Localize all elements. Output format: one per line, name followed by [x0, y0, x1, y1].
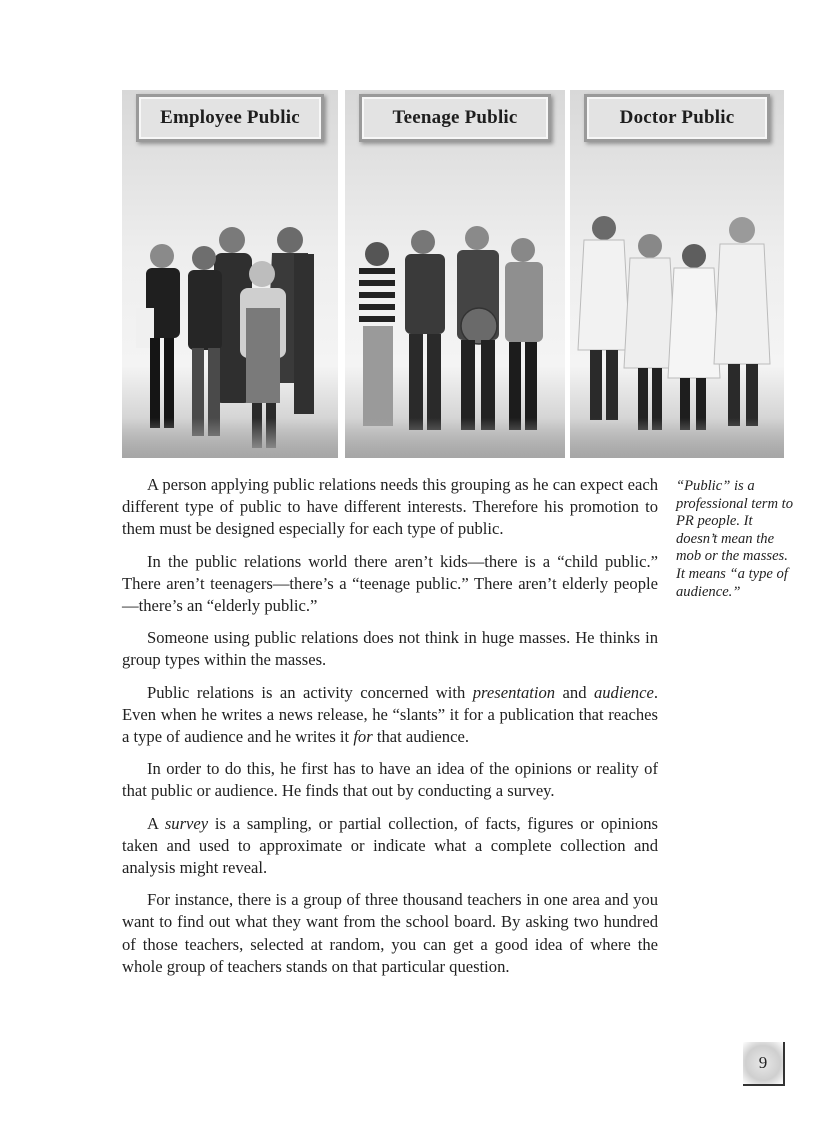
paragraph-teachers-example: For instance, there is a group of three thousand teachers in one area and you want to find out what they want from the school board. By asking two hundred of those teachers, selected at random, you can get a good idea of where the whole group of teachers stands on that particular question.: [122, 890, 658, 976]
paragraph-survey-intro: In order to do this, he first has to have an idea of the opinions or reality of that public or audience. He finds that out by conducting a survey.: [122, 759, 658, 801]
doctor-public-photo: [570, 90, 784, 458]
article-body: [122, 474, 658, 988]
page-number: 9: [758, 1053, 768, 1072]
page-number-box: [743, 1042, 785, 1086]
paragraph-grouping: A person applying public relations needs this grouping as he can expect each different type of public to have different interests. Therefore his promotion to them must be designed especially for each type of public.: [122, 475, 658, 539]
paragraph-survey-definition: A survey is a sampling, or partial collection, of facts, figures or opinions taken and used to approximate or indicate what a complete collection and analysis might reveal.: [122, 813, 658, 878]
teenage-people-illustration: [345, 158, 565, 458]
margin-note: “Public” is a professional term to PR people. It doesn’t mean the mob or the masses. It means “a type of audience.”: [676, 478, 794, 600]
teenage-public-photo: [345, 90, 565, 458]
paragraph-child-public: In the public relations world there aren’t kids—there is a “child public.” There aren’t teenagers—there’s a “teenage public.” There aren’t elderly people—there’s an “elderly public.”: [122, 551, 658, 616]
employee-public-photo: [122, 90, 338, 458]
paragraph-presentation-audience: Public relations is an activity concerned with presentation and audience. Even when he writes a news release, he “slants” it for a publication that reaches a type of audience and he writes it for that audience.: [122, 682, 658, 747]
paragraph-group-types: Someone using public relations does not think in huge masses. He thinks in group types within the masses.: [122, 628, 658, 670]
doctor-people-illustration: [570, 158, 784, 458]
doctor-public-label: Doctor Public: [584, 94, 770, 142]
employee-public-label: Employee Public: [136, 94, 324, 142]
teenage-public-label: Teenage Public: [359, 94, 551, 142]
employee-people-illustration: [122, 158, 338, 458]
